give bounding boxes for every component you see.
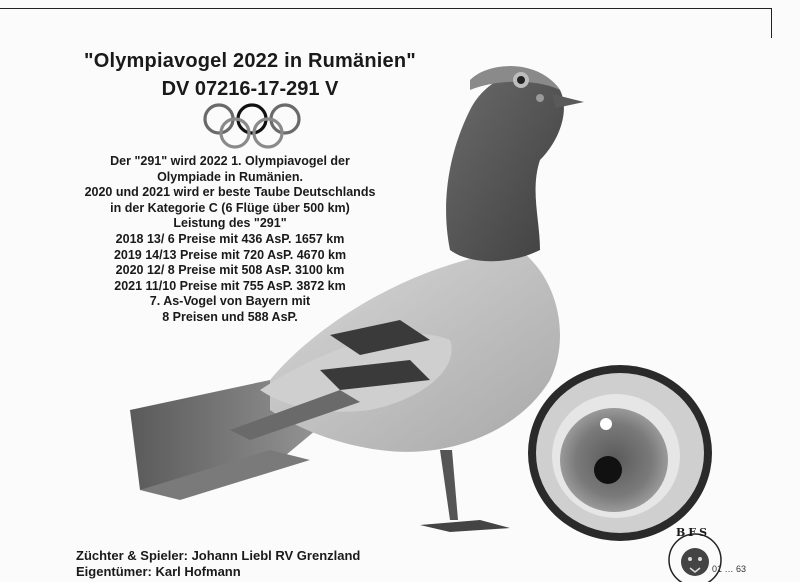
breeder-line: Züchter & Spieler: Johann Liebl RV Grenzland	[76, 548, 361, 563]
results-line: 2018 13/ 6 Preise mit 436 AsP. 1657 km	[115, 231, 345, 246]
ring-number: DV 07216-17-291 V	[161, 78, 339, 100]
page-title: "Olympiavogel 2022 in Rumänien"	[84, 50, 416, 72]
breeder-info	[76, 548, 360, 580]
description-line: 8 Preisen und 588 AsP.	[162, 309, 298, 324]
logo-number: 01 … 63	[712, 564, 747, 574]
results-line: 2019 14/13 Preise mit 720 AsP. 4670 km	[113, 247, 347, 262]
logo-text: BFS	[676, 526, 711, 539]
achievement-description	[60, 154, 400, 326]
results-line: 2021 11/10 Preise mit 755 AsP. 3872 km	[114, 278, 346, 293]
scan-border-right	[771, 8, 772, 38]
owner-line: Eigentümer: Karl Hofmann	[76, 564, 241, 579]
description-line: in der Kategorie C (6 Flüge über 500 km)	[110, 200, 350, 215]
olympic-rings-icon	[200, 100, 304, 152]
description-line: Olympiade in Rumänien.	[157, 169, 303, 184]
scan-border-top	[0, 8, 772, 9]
description-line: 7. As-Vogel von Bayern mit	[149, 294, 311, 309]
eye-closeup-photo	[522, 358, 718, 548]
description-line: Leistung des "291"	[173, 216, 287, 231]
description-line: 2020 und 2021 wird er beste Taube Deutschlands	[84, 185, 376, 200]
results-line: 2020 12/ 8 Preise mit 508 AsP. 3100 km	[115, 263, 345, 278]
description-line: Der "291" wird 2022 1. Olympiavogel der	[110, 154, 350, 168]
